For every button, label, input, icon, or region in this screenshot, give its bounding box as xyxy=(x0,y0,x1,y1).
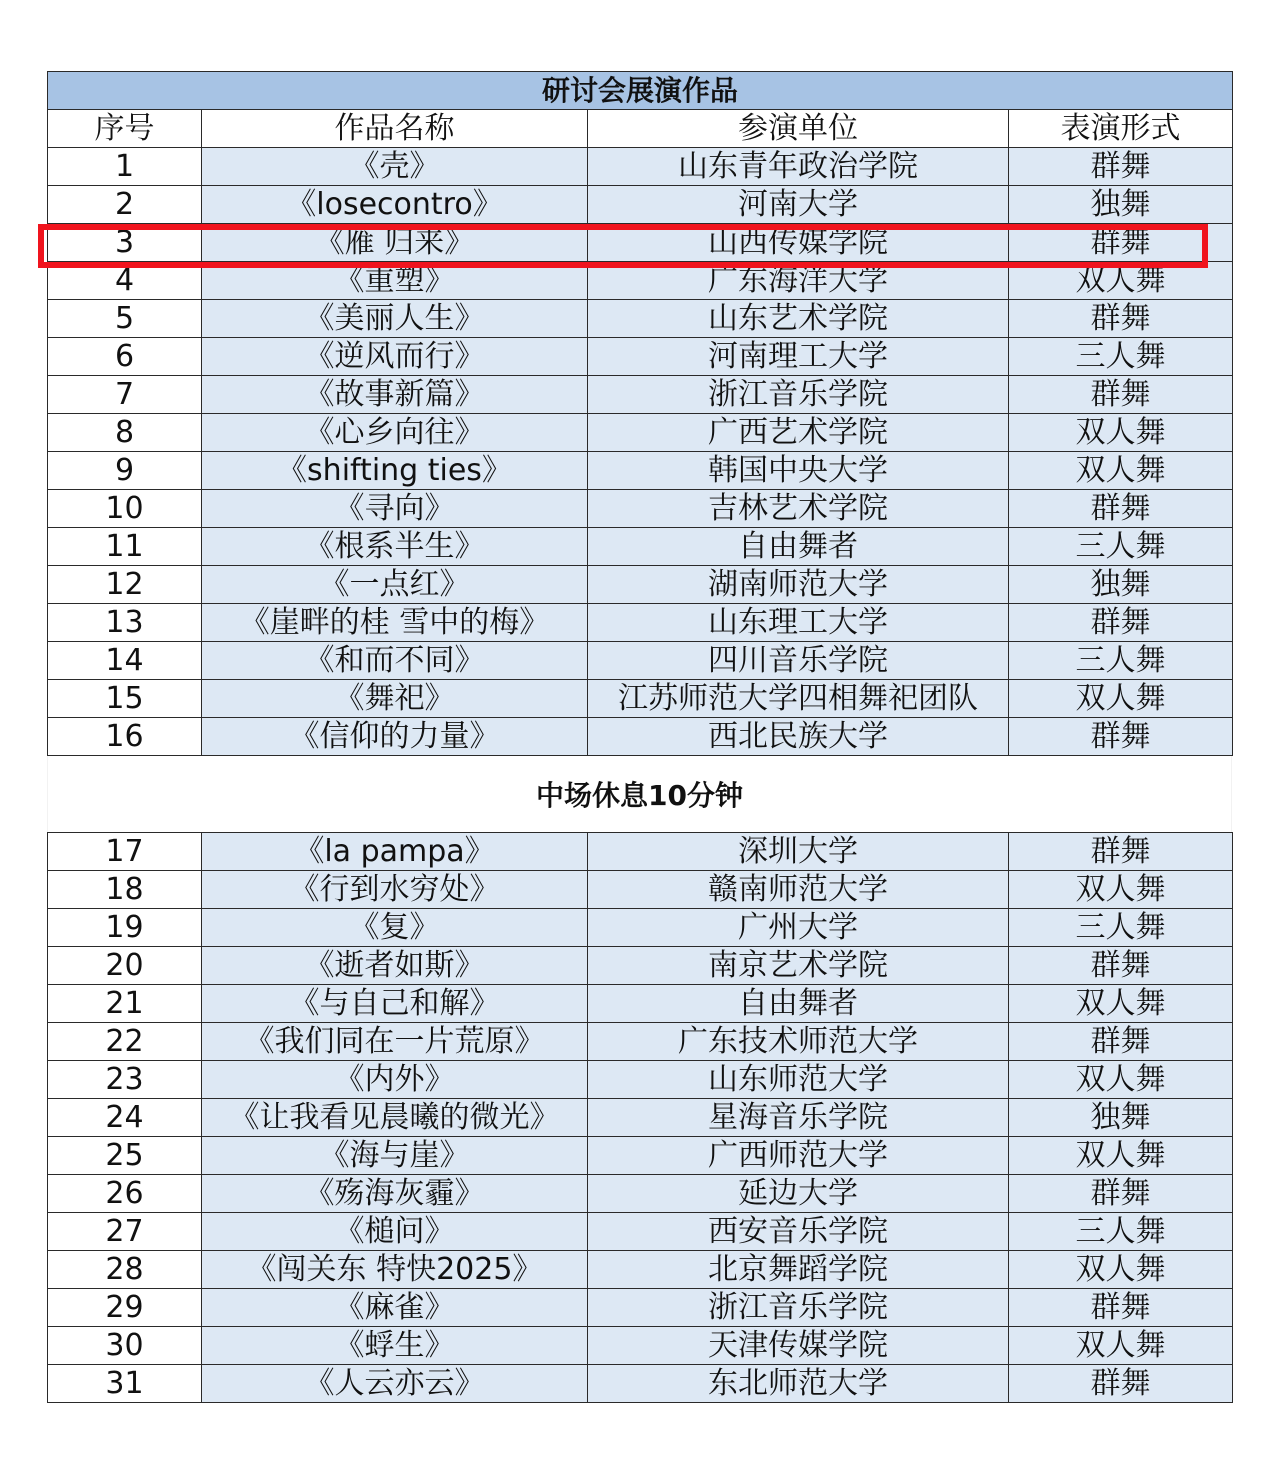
cell-number: 15 xyxy=(48,680,202,718)
cell-performer-unit: 江苏师范大学四相舞祀团队 xyxy=(588,680,1009,718)
cell-performer-unit: 东北师范大学 xyxy=(588,1365,1009,1403)
cell-performance-form: 群舞 xyxy=(1009,833,1233,871)
cell-performance-form: 群舞 xyxy=(1009,1175,1233,1213)
table-row xyxy=(48,224,1233,262)
cell-performance-form: 双人舞 xyxy=(1009,680,1233,718)
table-row xyxy=(48,909,1233,947)
table-row xyxy=(48,680,1233,718)
cell-number: 28 xyxy=(48,1251,202,1289)
cell-performer-unit: 深圳大学 xyxy=(588,833,1009,871)
cell-number: 25 xyxy=(48,1137,202,1175)
cell-performance-form: 双人舞 xyxy=(1009,985,1233,1023)
cell-performer-unit: 广州大学 xyxy=(588,909,1009,947)
cell-work-title: 《逆风而行》 xyxy=(202,338,588,376)
table-title-row xyxy=(48,72,1233,110)
cell-work-title: 《舞祀》 xyxy=(202,680,588,718)
cell-performer-unit: 自由舞者 xyxy=(588,985,1009,1023)
cell-performer-unit: 西安音乐学院 xyxy=(588,1213,1009,1251)
cell-performer-unit: 浙江音乐学院 xyxy=(588,1289,1009,1327)
cell-number: 26 xyxy=(48,1175,202,1213)
cell-performance-form: 三人舞 xyxy=(1009,909,1233,947)
cell-performance-form: 双人舞 xyxy=(1009,1251,1233,1289)
cell-number: 21 xyxy=(48,985,202,1023)
cell-work-title: 《槌问》 xyxy=(202,1213,588,1251)
cell-work-title: 《崖畔的桂 雪中的梅》 xyxy=(202,604,588,642)
cell-performer-unit: 山西传媒学院 xyxy=(588,224,1009,262)
cell-performer-unit: 广西艺术学院 xyxy=(588,414,1009,452)
cell-work-title: 《信仰的力量》 xyxy=(202,718,588,756)
cell-work-title: 《重塑》 xyxy=(202,262,588,300)
cell-number: 22 xyxy=(48,1023,202,1061)
table-row xyxy=(48,604,1233,642)
cell-number: 18 xyxy=(48,871,202,909)
cell-performance-form: 群舞 xyxy=(1009,718,1233,756)
cell-work-title: 《蜉生》 xyxy=(202,1327,588,1365)
cell-performer-unit: 河南大学 xyxy=(588,186,1009,224)
table-row xyxy=(48,833,1233,871)
cell-work-title: 《闯关东 特快2025》 xyxy=(202,1251,588,1289)
cell-number: 27 xyxy=(48,1213,202,1251)
table-title: 研讨会展演作品 xyxy=(48,72,1233,110)
cell-work-title: 《复》 xyxy=(202,909,588,947)
table-row xyxy=(48,1175,1233,1213)
cell-number: 12 xyxy=(48,566,202,604)
cell-performer-unit: 自由舞者 xyxy=(588,528,1009,566)
cell-number: 24 xyxy=(48,1099,202,1137)
cell-performance-form: 群舞 xyxy=(1009,604,1233,642)
cell-performance-form: 群舞 xyxy=(1009,376,1233,414)
table-row xyxy=(48,262,1233,300)
cell-performance-form: 群舞 xyxy=(1009,148,1233,186)
cell-performance-form: 三人舞 xyxy=(1009,642,1233,680)
cell-performance-form: 独舞 xyxy=(1009,566,1233,604)
cell-performer-unit: 西北民族大学 xyxy=(588,718,1009,756)
cell-work-title: 《寻向》 xyxy=(202,490,588,528)
header-work-title: 作品名称 xyxy=(202,110,588,148)
cell-performance-form: 三人舞 xyxy=(1009,338,1233,376)
cell-performer-unit: 山东师范大学 xyxy=(588,1061,1009,1099)
table-row xyxy=(48,1061,1233,1099)
cell-performance-form: 三人舞 xyxy=(1009,1213,1233,1251)
cell-performer-unit: 山东艺术学院 xyxy=(588,300,1009,338)
cell-performance-form: 三人舞 xyxy=(1009,528,1233,566)
cell-number: 23 xyxy=(48,1061,202,1099)
cell-performer-unit: 湖南师范大学 xyxy=(588,566,1009,604)
cell-number: 7 xyxy=(48,376,202,414)
table-row xyxy=(48,871,1233,909)
cell-performance-form: 群舞 xyxy=(1009,224,1233,262)
table-row xyxy=(48,718,1233,756)
cell-work-title: 《一点红》 xyxy=(202,566,588,604)
cell-work-title: 《海与崖》 xyxy=(202,1137,588,1175)
header-row xyxy=(48,110,1233,148)
cell-work-title: 《逝者如斯》 xyxy=(202,947,588,985)
cell-work-title: 《根系半生》 xyxy=(202,528,588,566)
intermission-notice: 中场休息10分钟 xyxy=(47,756,1232,832)
cell-number: 29 xyxy=(48,1289,202,1327)
cell-number: 16 xyxy=(48,718,202,756)
cell-work-title: 《行到水穷处》 xyxy=(202,871,588,909)
cell-performer-unit: 延边大学 xyxy=(588,1175,1009,1213)
cell-number: 30 xyxy=(48,1327,202,1365)
cell-performer-unit: 赣南师范大学 xyxy=(588,871,1009,909)
cell-performance-form: 双人舞 xyxy=(1009,414,1233,452)
cell-performance-form: 双人舞 xyxy=(1009,871,1233,909)
cell-number: 8 xyxy=(48,414,202,452)
cell-work-title: 《人云亦云》 xyxy=(202,1365,588,1403)
cell-performance-form: 群舞 xyxy=(1009,1023,1233,1061)
table-row xyxy=(48,338,1233,376)
table-row xyxy=(48,1365,1233,1403)
cell-performance-form: 双人舞 xyxy=(1009,262,1233,300)
cell-number: 19 xyxy=(48,909,202,947)
cell-number: 17 xyxy=(48,833,202,871)
cell-work-title: 《雁 归来》 xyxy=(202,224,588,262)
cell-number: 5 xyxy=(48,300,202,338)
cell-work-title: 《壳》 xyxy=(202,148,588,186)
cell-number: 3 xyxy=(48,224,202,262)
cell-performer-unit: 浙江音乐学院 xyxy=(588,376,1009,414)
cell-performance-form: 群舞 xyxy=(1009,1365,1233,1403)
cell-performer-unit: 韩国中央大学 xyxy=(588,452,1009,490)
cell-performer-unit: 四川音乐学院 xyxy=(588,642,1009,680)
program-sheet xyxy=(47,71,1232,1403)
table-row xyxy=(48,490,1233,528)
cell-number: 20 xyxy=(48,947,202,985)
table-row xyxy=(48,414,1233,452)
cell-performance-form: 独舞 xyxy=(1009,1099,1233,1137)
table-row xyxy=(48,1137,1233,1175)
header-performance-form: 表演形式 xyxy=(1009,110,1233,148)
table-row xyxy=(48,376,1233,414)
cell-work-title: 《我们同在一片荒原》 xyxy=(202,1023,588,1061)
cell-work-title: 《麻雀》 xyxy=(202,1289,588,1327)
cell-number: 11 xyxy=(48,528,202,566)
cell-performer-unit: 广西师范大学 xyxy=(588,1137,1009,1175)
cell-performer-unit: 山东青年政治学院 xyxy=(588,148,1009,186)
cell-work-title: 《与自己和解》 xyxy=(202,985,588,1023)
table-row xyxy=(48,148,1233,186)
table-row xyxy=(48,1327,1233,1365)
cell-performer-unit: 山东理工大学 xyxy=(588,604,1009,642)
cell-work-title: 《shifting ties》 xyxy=(202,452,588,490)
cell-performer-unit: 广东海洋大学 xyxy=(588,262,1009,300)
cell-performance-form: 独舞 xyxy=(1009,186,1233,224)
table-row xyxy=(48,985,1233,1023)
cell-work-title: 《la pampa》 xyxy=(202,833,588,871)
cell-number: 9 xyxy=(48,452,202,490)
table-row xyxy=(48,300,1233,338)
cell-performer-unit: 南京艺术学院 xyxy=(588,947,1009,985)
table-row xyxy=(48,566,1233,604)
cell-work-title: 《内外》 xyxy=(202,1061,588,1099)
table-row xyxy=(48,1289,1233,1327)
cell-performer-unit: 吉林艺术学院 xyxy=(588,490,1009,528)
cell-number: 1 xyxy=(48,148,202,186)
cell-work-title: 《殇海灰霾》 xyxy=(202,1175,588,1213)
table-row xyxy=(48,1213,1233,1251)
cell-performance-form: 双人舞 xyxy=(1009,452,1233,490)
cell-performer-unit: 河南理工大学 xyxy=(588,338,1009,376)
cell-work-title: 《故事新篇》 xyxy=(202,376,588,414)
cell-performance-form: 双人舞 xyxy=(1009,1137,1233,1175)
cell-performer-unit: 广东技术师范大学 xyxy=(588,1023,1009,1061)
cell-work-title: 《心乡向往》 xyxy=(202,414,588,452)
cell-number: 4 xyxy=(48,262,202,300)
cell-performance-form: 群舞 xyxy=(1009,947,1233,985)
cell-work-title: 《美丽人生》 xyxy=(202,300,588,338)
cell-number: 31 xyxy=(48,1365,202,1403)
header-performer-unit: 参演单位 xyxy=(588,110,1009,148)
table-row xyxy=(48,642,1233,680)
cell-number: 13 xyxy=(48,604,202,642)
cell-performance-form: 群舞 xyxy=(1009,1289,1233,1327)
program-table-part2 xyxy=(47,832,1233,1403)
cell-performance-form: 双人舞 xyxy=(1009,1061,1233,1099)
cell-number: 14 xyxy=(48,642,202,680)
cell-performer-unit: 北京舞蹈学院 xyxy=(588,1251,1009,1289)
table-row xyxy=(48,186,1233,224)
cell-performance-form: 双人舞 xyxy=(1009,1327,1233,1365)
table-row xyxy=(48,528,1233,566)
table-row xyxy=(48,452,1233,490)
table-row xyxy=(48,1251,1233,1289)
cell-number: 6 xyxy=(48,338,202,376)
program-table-part1 xyxy=(47,71,1233,756)
cell-work-title: 《losecontro》 xyxy=(202,186,588,224)
cell-performance-form: 群舞 xyxy=(1009,300,1233,338)
cell-work-title: 《让我看见晨曦的微光》 xyxy=(202,1099,588,1137)
cell-number: 2 xyxy=(48,186,202,224)
cell-performer-unit: 天津传媒学院 xyxy=(588,1327,1009,1365)
cell-work-title: 《和而不同》 xyxy=(202,642,588,680)
table-row xyxy=(48,947,1233,985)
cell-performer-unit: 星海音乐学院 xyxy=(588,1099,1009,1137)
table-row xyxy=(48,1099,1233,1137)
table-row xyxy=(48,1023,1233,1061)
cell-performance-form: 群舞 xyxy=(1009,490,1233,528)
header-number: 序号 xyxy=(48,110,202,148)
cell-number: 10 xyxy=(48,490,202,528)
